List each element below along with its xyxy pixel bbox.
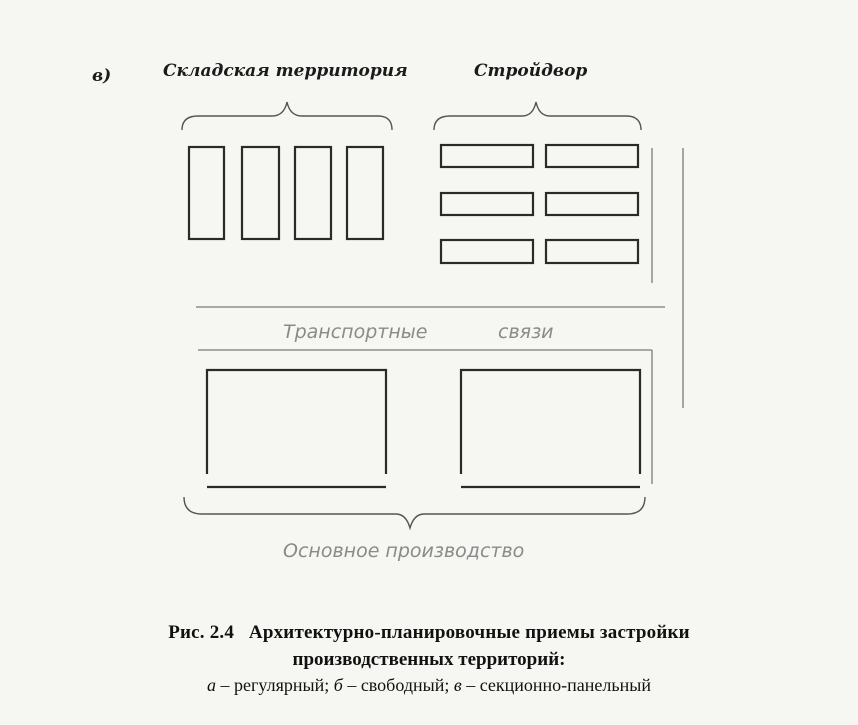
yard-building <box>546 240 638 263</box>
caption-legend: а – регулярный; б – свободный; в – секционно-панельный <box>207 675 651 695</box>
legend-key-c: в <box>453 675 462 695</box>
yard-building <box>441 145 533 167</box>
yard-building <box>441 240 533 263</box>
warehouse-building <box>242 147 279 239</box>
transport-label-1: Транспортные <box>283 321 428 343</box>
yard-building <box>546 193 638 215</box>
figure-number: Рис. 2.4 <box>168 622 235 643</box>
construction-yard-brace <box>434 102 641 130</box>
warehouse-building <box>295 147 331 239</box>
caption-line-1: Архитектурно-планировочные приемы застройки <box>248 622 690 643</box>
production-building <box>207 370 386 474</box>
legend-text-b: свободный <box>360 675 445 695</box>
construction-yard-label: Стройдвор <box>474 61 588 81</box>
panel-label: в) <box>92 66 112 86</box>
production-building <box>461 370 640 474</box>
legend-text-c: секционно-панельный <box>479 675 651 695</box>
warehouse-building <box>189 147 224 239</box>
transport-label-2: связи <box>498 321 554 343</box>
legend-key-b: б <box>333 675 343 695</box>
legend-key-a: а <box>207 675 217 695</box>
production-brace <box>184 497 645 528</box>
warehouse-brace <box>182 102 392 130</box>
legend-text-a: регулярный <box>234 675 325 695</box>
yard-building <box>546 145 638 167</box>
caption-line-2: производственных территорий: <box>292 649 566 670</box>
production-label: Основное производство <box>283 540 525 562</box>
yard-building <box>441 193 533 215</box>
warehouse-building <box>347 147 383 239</box>
figure-caption-title <box>0 622 858 644</box>
warehouse-label: Складская территория <box>163 61 408 81</box>
